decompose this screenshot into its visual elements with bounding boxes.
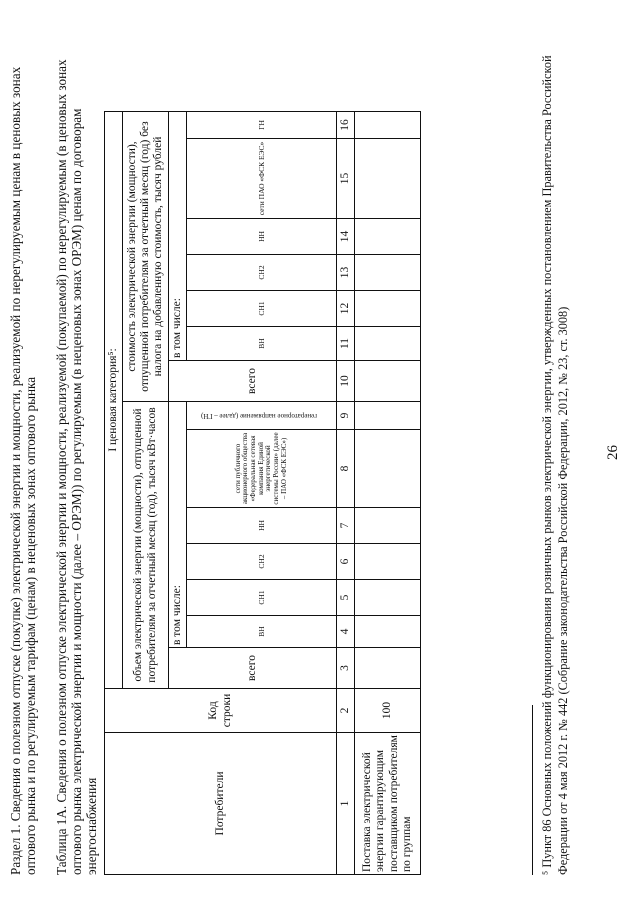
empty-cell <box>355 648 421 689</box>
cost-sn2-header: СН2 <box>187 255 337 291</box>
empty-cell <box>355 139 421 219</box>
cost-including-header: в том числе: <box>169 112 187 361</box>
cost-nn-header: НН <box>187 219 337 255</box>
column-number: 6 <box>337 544 355 580</box>
volume-gn-header: генераторное напряжение (далее – ГН) <box>187 402 337 430</box>
column-number: 10 <box>337 361 355 402</box>
table-caption-line-3: энергоснабжения <box>84 777 99 875</box>
empty-cell <box>355 219 421 255</box>
empty-cell <box>355 544 421 580</box>
column-number: 1 <box>337 733 355 875</box>
row-code-cell: 100 <box>355 689 421 733</box>
price-category-header: I ценовая категория⁵: <box>105 112 123 689</box>
cost-vn-header: ВН <box>187 327 337 361</box>
consumers-header: Потребители <box>105 733 337 875</box>
column-number: 13 <box>337 255 355 291</box>
column-number: 8 <box>337 430 355 508</box>
empty-cell <box>355 616 421 648</box>
empty-cell <box>355 291 421 327</box>
data-table <box>104 111 421 875</box>
volume-vn-header: ВН <box>187 616 337 648</box>
cost-fsk-header: сети ПАО «ФСК ЕЭС» <box>187 139 337 219</box>
column-numbers-row <box>337 112 355 875</box>
column-number: 9 <box>337 402 355 430</box>
page-number: 26 <box>605 445 621 460</box>
table-row <box>355 112 421 875</box>
footnote-divider <box>532 705 533 875</box>
empty-cell <box>355 327 421 361</box>
table-caption-line-2: оптового рынка электрической энергии и мощности (далее – ОРЭМ)) по регулируемым (в неценовых зонах ОРЭМ) ценам по договорам <box>69 108 84 875</box>
volume-nn-header: НН <box>187 508 337 544</box>
column-number: 2 <box>337 689 355 733</box>
footnote-line-1: ⁵ Пункт 86 Основных положений функционирования розничных рынков электрической энергии, утвержденных постановлением Правительства Российской <box>540 55 554 875</box>
code-header: Код строки <box>105 689 337 733</box>
header-row-1 <box>105 112 123 875</box>
row-name-cell: Поставка электрической энергии гарантирующим поставщиком потребителям по группам <box>355 733 421 875</box>
volume-header: объем электрической энергии (мощности), отпущенной потребителям за отчетный месяц (год), тысяч кВт·часов <box>123 402 169 689</box>
cost-gn-header: ГН <box>187 112 337 139</box>
footnote-line-2: Федерации от 4 мая 2012 г. № 442 (Собрание законодательства Российской Федерации, 2012, № 23, ст. 3008) <box>556 306 570 875</box>
column-number: 3 <box>337 648 355 689</box>
empty-cell <box>355 580 421 616</box>
empty-cell <box>355 112 421 139</box>
empty-cell <box>355 255 421 291</box>
rotated-landscape-sheet <box>0 20 640 880</box>
cost-header: стоимость электрической энергии (мощности), отпущенной потребителям за отчетный месяц (год) без налога на добавленную стоимость, тысяч рублей <box>123 112 169 402</box>
volume-sn1-header: СН1 <box>187 580 337 616</box>
volume-total-header: всего <box>169 648 337 689</box>
column-number: 12 <box>337 291 355 327</box>
section-title-line-1: Раздел 1. Сведения о полезном отпуске (покупке) электрической энергии и мощности, реализуемой по нерегулируемым ценам в ценовых зонах <box>8 66 23 875</box>
volume-including-header: в том числе: <box>169 402 187 648</box>
section-title-line-2: оптового рынка и по регулируемым тарифам (ценам) в неценовых зонах оптового рынка <box>23 376 38 875</box>
column-number: 7 <box>337 508 355 544</box>
table-caption-line-1: Таблица 1А. Сведения о полезном отпуске электрической энергии и мощности, реализуемой (покупаемой) по нерегулируемым (в ценовых зонах <box>54 59 69 875</box>
volume-fsk-header: сети публичного акционерного общества «Федеральная сетевая компания Единой энергетической системы России» (далее – ПАО «ФСК ЕЭС») <box>187 430 337 508</box>
empty-cell <box>355 402 421 430</box>
cost-sn1-header: СН1 <box>187 291 337 327</box>
empty-cell <box>355 361 421 402</box>
cost-total-header: всего <box>169 361 337 402</box>
column-number: 14 <box>337 219 355 255</box>
column-number: 15 <box>337 139 355 219</box>
column-number: 11 <box>337 327 355 361</box>
column-number: 16 <box>337 112 355 139</box>
column-number: 5 <box>337 580 355 616</box>
volume-sn2-header: СН2 <box>187 544 337 580</box>
empty-cell <box>355 508 421 544</box>
column-number: 4 <box>337 616 355 648</box>
empty-cell <box>355 430 421 508</box>
